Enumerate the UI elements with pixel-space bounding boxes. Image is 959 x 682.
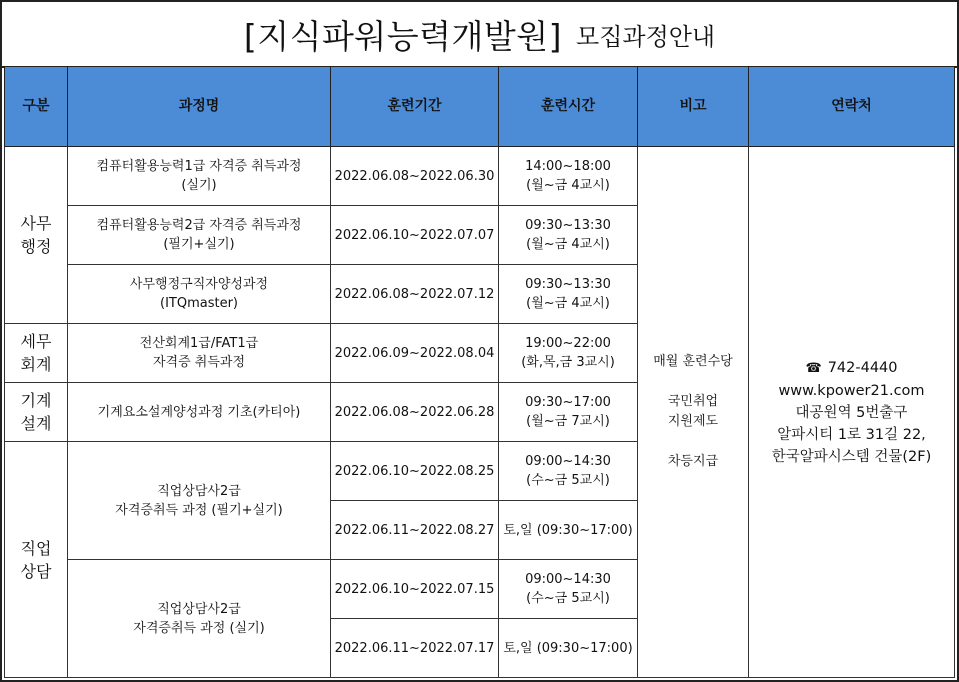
time-line: (월~금 7교시) xyxy=(526,414,610,429)
time-cell xyxy=(499,383,638,442)
category-cell xyxy=(5,383,68,442)
time-line: (수~금 5교시) xyxy=(526,473,610,488)
period-cell: 2022.06.11~2022.07.17 xyxy=(331,619,499,678)
time-line: 09:30~17:00 xyxy=(525,395,611,410)
contact-cell xyxy=(749,147,955,678)
course-line: 전산회계1급/FAT1급 xyxy=(139,336,259,351)
note-line: 지원제도 xyxy=(667,414,719,429)
course-line: (필기+실기) xyxy=(163,237,235,252)
phone-icon: ☎ xyxy=(805,360,822,376)
time-line: 09:30~13:30 xyxy=(525,218,611,233)
category-line: 행정 xyxy=(20,237,52,256)
time-line: (수~금 5교시) xyxy=(526,591,610,606)
time-cell xyxy=(499,619,638,678)
time-line: (월~금 4교시) xyxy=(526,296,610,311)
header-training-time: 훈련시간 xyxy=(499,67,638,147)
header-training-period: 훈련기간 xyxy=(331,67,499,147)
page-subtitle: 모집과정안내 xyxy=(576,22,716,51)
time-cell xyxy=(499,265,638,324)
time-cell xyxy=(499,324,638,383)
category-line: 회계 xyxy=(20,355,52,374)
course-line: 컴퓨터활용능력2급 자격증 취득과정 xyxy=(96,218,302,233)
phone-number: 742-4440 xyxy=(827,359,898,376)
period-cell: 2022.06.11~2022.08.27 xyxy=(331,501,499,560)
time-line: 09:00~14:30 xyxy=(525,572,611,587)
time-cell xyxy=(499,501,638,560)
time-cell xyxy=(499,206,638,265)
course-line: 자격증취득 과정 (필기+실기) xyxy=(115,502,283,518)
website-link[interactable]: www.kpower21.com xyxy=(778,382,925,399)
category-cell xyxy=(5,147,68,324)
course-line: 사무행정구직자양성과정 xyxy=(129,277,269,292)
course-line: 자격증 취득과정 xyxy=(152,355,246,370)
time-line: (월~금 4교시) xyxy=(526,178,610,193)
table-row xyxy=(5,147,955,206)
note-cell xyxy=(638,147,749,678)
time-line: 14:00~18:00 xyxy=(525,159,611,174)
period-cell: 2022.06.08~2022.07.12 xyxy=(331,265,499,324)
category-line: 상담 xyxy=(20,561,52,581)
course-line: 기계요소설계양성과정 기초(카티아) xyxy=(97,404,301,420)
time-line: (화,목,금 3교시) xyxy=(521,355,615,370)
course-line: 자격증취득 과정 (실기) xyxy=(133,620,265,636)
header-category: 구분 xyxy=(5,67,68,147)
address-line: 한국알파시스템 건물(2F) xyxy=(771,448,932,465)
course-line: 직업상담사2급 xyxy=(157,601,241,617)
period-cell: 2022.06.08~2022.06.30 xyxy=(331,147,499,206)
category-line: 설계 xyxy=(20,414,52,433)
time-line: 토,일 (09:30~17:00) xyxy=(503,522,633,538)
period-cell: 2022.06.08~2022.06.28 xyxy=(331,383,499,442)
course-cell xyxy=(68,147,331,206)
page-title: [지식파워능력개발원] xyxy=(243,16,563,56)
time-cell xyxy=(499,442,638,501)
header-contact: 연락처 xyxy=(749,67,955,147)
note-line: 국민취업 xyxy=(667,394,719,409)
course-line: 직업상담사2급 xyxy=(157,483,241,499)
course-table xyxy=(4,66,955,678)
course-cell xyxy=(68,442,331,560)
time-line: 19:00~22:00 xyxy=(525,336,611,351)
period-cell: 2022.06.09~2022.08.04 xyxy=(331,324,499,383)
category-line: 사무 xyxy=(20,214,52,233)
address-line: 알파시티 1로 31길 22, xyxy=(777,426,926,443)
category-cell xyxy=(5,442,68,678)
period-cell: 2022.06.10~2022.08.25 xyxy=(331,442,499,501)
category-line: 세무 xyxy=(20,332,52,351)
time-cell xyxy=(499,147,638,206)
category-line: 기계 xyxy=(20,391,52,410)
header-course-name: 과정명 xyxy=(68,67,331,147)
course-cell xyxy=(68,324,331,383)
period-cell: 2022.06.10~2022.07.07 xyxy=(331,206,499,265)
title-bar xyxy=(2,2,957,68)
time-line: 09:30~13:30 xyxy=(525,277,611,292)
phone-line xyxy=(751,357,952,380)
header-row xyxy=(5,67,955,147)
time-line: 토,일 (09:30~17:00) xyxy=(503,640,633,656)
header-note: 비고 xyxy=(638,67,749,147)
course-cell xyxy=(68,383,331,442)
time-line: (월~금 4교시) xyxy=(526,237,610,252)
course-cell xyxy=(68,560,331,678)
category-cell xyxy=(5,324,68,383)
course-line: 컴퓨터활용능력1급 자격증 취득과정 xyxy=(96,159,302,174)
note-line: 차등지급 xyxy=(667,454,719,469)
course-cell xyxy=(68,265,331,324)
address-line: 대공원역 5번출구 xyxy=(795,404,908,421)
note-line: 매월 훈련수당 xyxy=(653,354,733,369)
course-cell xyxy=(68,206,331,265)
time-line: 09:00~14:30 xyxy=(525,454,611,469)
category-line: 직업 xyxy=(20,538,52,558)
course-line: (ITQmaster) xyxy=(160,296,238,311)
time-cell xyxy=(499,560,638,619)
course-line: (실기) xyxy=(181,178,217,193)
period-cell: 2022.06.10~2022.07.15 xyxy=(331,560,499,619)
